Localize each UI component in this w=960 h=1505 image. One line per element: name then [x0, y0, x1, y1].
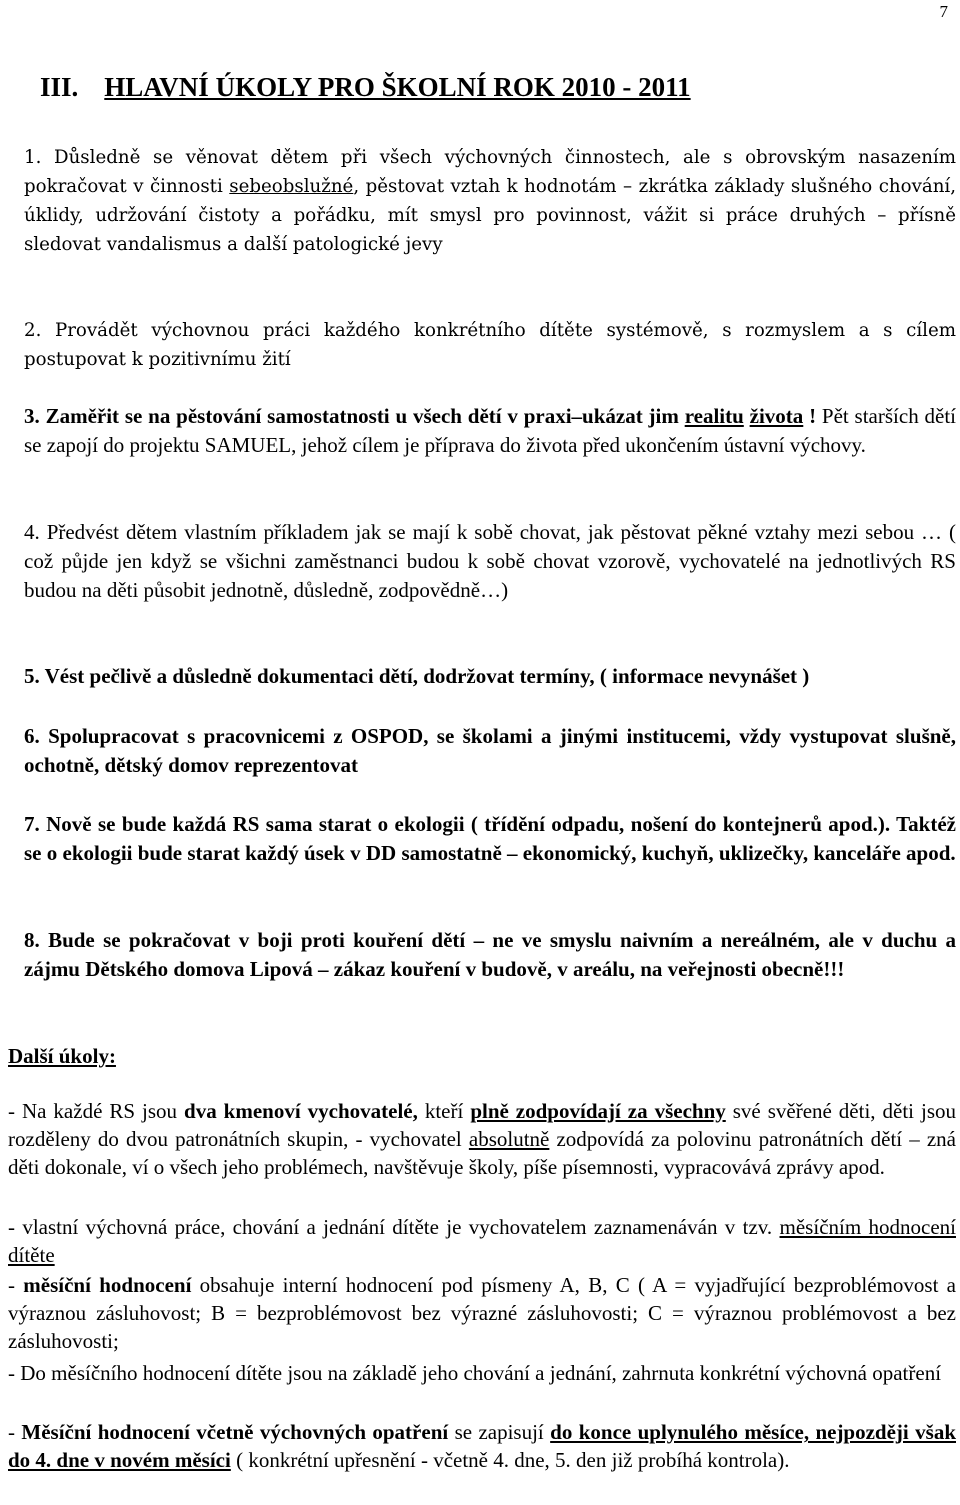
further-item-3: - měsíční hodnocení obsahuje interní hodnocení pod písmeny A, B, C ( A = vyjadřující bezproblémovost a výraznou zásluhovost; B = bezproblémovost bez výrazné zásluhovosti; C = výraznou problémovost a bez zásluhovosti;	[8, 1273, 956, 1353]
further-item-1: - Na každé RS jsou dva kmenoví vychovatelé, kteří plně zodpovídají za všechny své svěřené děti, děti jsou rozděleny do dvou patronátních skupin, - vychovatel absolutně zodpovídá za polovinu patronátních dětí – zná děti dokonale, ví o všech jeho problémech, navštěvuje školy, píše písemnosti, vypracovává zprávy apod.	[8, 1099, 956, 1179]
task-2: 2. Provádět výchovnou práci každého konkrétního dítěte systémově, s rozmyslem a s cílem postupovat k pozitivnímu žití	[24, 320, 956, 370]
further-item-4: - Do měsíčního hodnocení dítěte jsou na základě jeho chování a jednání, zahrnuta konkrétní výchovná opatření	[8, 1361, 942, 1385]
further-item-2: - vlastní výchovná práce, chování a jednání dítěte je vychovatelem zaznamenáván v tzv. měsíčním hodnocení dítěte	[8, 1215, 956, 1267]
task-8: 8. Bude se pokračovat v boji proti kouření dětí – ne ve smyslu naivním a nereálném, ale v duchu a zájmu Dětského domova Lipová – zákaz kouření v budově, v areálu, na veřejnosti obecně!!!	[24, 928, 956, 981]
page-number: 7	[939, 2, 948, 21]
further-tasks-title: Další úkoly:	[8, 1044, 116, 1068]
section-title: HLAVNÍ ÚKOLY PRO ŠKOLNÍ ROK 2010 - 2011	[104, 72, 691, 102]
task-4: 4. Předvést dětem vlastním příkladem jak se mají k sobě chovat, jak pěstovat pěkné vztahy mezi sebou … ( což půjde jen když se všichni zaměstnanci budou k sobě chovat vzorově, vychovatelé na jednotlivých RS budou na děti působit jednotně, důsledně, zodpovědně…)	[24, 520, 956, 602]
section-heading	[40, 72, 691, 103]
further-item-5: - Měsíční hodnocení včetně výchovných opatření se zapisují do konce uplynulého měsíce, nejpozději však do 4. dne v novém měsíci ( konkrétní upřesnění - včetně 4. dne, 5. den již probíhá kontrola).	[8, 1420, 956, 1472]
task-1: 1. Důsledně se věnovat dětem při všech výchovných činnostech, ale s obrovským nasazením pokračovat v činnosti sebeobslužné, pěstovat vztah k hodnotám – zkrátka základy slušného chování, úklidy, udržování čistoty a pořádku, mít smysl pro povinnost, vážit si práce druhých – přísně sledovat vandalismus a další patologické jevy	[24, 147, 957, 255]
section-number: III.	[40, 72, 79, 102]
task-3: 3. Zaměřit se na pěstování samostatnosti u všech dětí v praxi–ukázat jim realitu života ! Pět starších dětí se zapojí do projektu SAMUEL, jehož cílem je příprava do života před ukončením ústavní výchovy.	[24, 404, 957, 457]
task-7: 7. Nově se bude každá RS sama starat o ekologii ( třídění odpadu, nošení do kontejnerů apod.). Taktéž se o ekologii bude starat každý úsek v DD samostatně – ekonomický, kuchyň, uklizečky, kanceláře apod.	[24, 812, 956, 865]
task-5: 5. Vést pečlivě a důsledně dokumentaci dětí, dodržovat termíny, ( informace nevynášet )	[24, 664, 810, 688]
task-6: 6. Spolupracovat s pracovnicemi z OSPOD, se školami a jinými institucemi, vždy vystupovat slušně, ochotně, dětský domov reprezentovat	[24, 724, 956, 777]
